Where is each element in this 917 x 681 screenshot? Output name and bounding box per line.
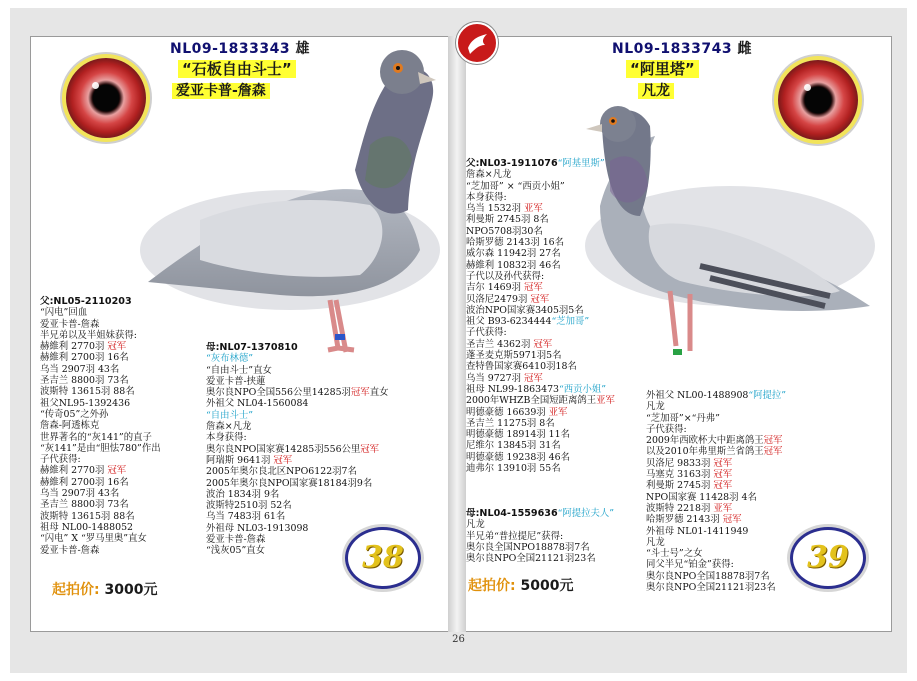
pedigree-line [466,508,614,519]
pedigree-line-part: 亚军 [523,203,543,215]
pedigree-line-part: 明德豪德 16639羽 [466,406,549,418]
pedigree-line: 爱亚卡普-詹森 [40,544,100,556]
pedigree-line: “自由斗士” [206,409,254,421]
pedigree-line: 半兄弟以及半姐妹获得: [40,329,137,341]
pedigree-line: 乌当 7483羽 61名 [206,511,286,523]
pedigree-line: 外祖母 NL01-1411949 [646,525,749,537]
pedigree-line [646,435,786,446]
left-owner-text: 爱亚卡普-詹森 [172,83,270,99]
pedigree-line [646,446,786,457]
pedigree-line: “斗士号”之女 [646,548,703,560]
pedigree-line: 2005年奥尔良NPO国家赛18184羽9名 [206,477,373,489]
pedigree-line-part: 冠军 [530,293,550,305]
pedigree-line-part: 冠军 [523,282,543,294]
pedigree-line-part: 吉尔 1469羽 [466,282,524,294]
right-price-value: 5000元 [520,578,574,594]
pedigree-line: 乌当 2907羽 43名 [40,363,120,375]
pedigree-line-part: 冠军 [107,341,127,353]
left-page-number: 38 [348,530,418,586]
pedigree-line-part: 冠军 [722,514,742,526]
pedigree-line: 詹森×凡龙 [206,421,252,433]
pedigree-line: 波斯特2510羽 52名 [206,500,292,512]
pedigree-line-part: 利曼斯 2745羽 [646,480,714,492]
pedigree-line: 赫維利 10832羽 46名 [466,259,561,271]
left-ring-number: NL09-1833343 [170,41,291,57]
right-ring-number: NL09-1833743 [612,41,733,57]
pedigree-line [466,384,615,395]
pedigree-line-part: 赫維利 2770羽 [40,341,108,353]
pedigree-line-part: 外祖父 NL00-1488908 [646,390,749,401]
pedigree-line: 祖母 NL00-1488052 [40,521,134,533]
pedigree-line [206,455,388,466]
pedigree-line-part: “芝加哥” [551,316,590,328]
pedigree-line: 圣吉兰 8800羽 73名 [40,375,129,387]
pedigree-line-part: 亚军 [548,406,568,418]
pedigree-line: 本身获得: [466,191,507,203]
pedigree-line: 本身获得: [206,432,247,444]
right-sire-pedigree [466,158,615,474]
pedigree-line [206,444,388,455]
pedigree-line: 世界著名的“灰141”的直子 [40,431,152,443]
folio-number: 26 [452,634,465,645]
left-dam-pedigree [206,342,388,557]
pedigree-line-part: 冠军 [523,372,543,384]
pedigree-line [646,458,786,469]
pedigree-line [40,341,161,352]
left-price-value: 3000元 [104,582,158,598]
pedigree-line-part: “阿提拉夫人” [557,508,615,519]
pedigree-line: 奥尔良NPO全国21121羽23名 [466,553,596,565]
pedigree-line-part: 冠军 [350,387,370,399]
pedigree-line-part: 奥尔良NPO国家赛14285羽556公里 [206,443,361,455]
pedigree-line-part: 冠军 [713,457,733,469]
pedigree-line: 迪弗尔 13910羽 55名 [466,463,561,475]
pedigree-line: “浅灰05”直女 [206,545,266,557]
left-sire-pedigree [40,296,161,556]
pedigree-line [646,503,786,514]
pedigree-line-part: 圣吉兰 4362羽 [466,338,534,350]
pedigree-line: 威尔森 11942羽 27名 [466,248,561,260]
pedigree-line-part: 祖父 B93-6234444 [466,316,552,328]
pedigree-line: 波治 1834羽 9名 [206,488,280,500]
pedigree-line: 赫維利 2700羽 16名 [40,476,129,488]
pedigree-line-part: 阿瑞斯 9641羽 [206,454,274,466]
pedigree-line-part: 冠军 [763,446,783,458]
pedigree-line [646,514,786,525]
pedigree-line: 利曼斯 2745羽 8名 [466,214,549,226]
pedigree-line-part: 亚军 [713,502,733,514]
pedigree-line: “芝加哥”×“丹弗” [646,412,720,424]
pedigree-line: 爱亚卡普-挟蓮 [206,375,266,387]
pedigree-line: 波治NPO国家赛3405羽5名 [466,304,584,316]
pedigree-line: 母:NL07-1370810 [206,342,298,353]
pedigree-line [646,469,786,480]
pedigree-line [466,373,615,384]
pedigree-line: 半兄弟“普拉提尼”获得: [466,530,564,542]
pedigree-line: 明德豪德 18914羽 11名 [466,429,570,441]
pedigree-line-part: 赫維利 2770羽 [40,465,108,477]
pedigree-line: 奥尔良NPO全国18878羽7名 [646,570,770,582]
pedigree-line: 查特鲁国家赛6410羽18名 [466,361,577,373]
book-spine [448,36,466,632]
pedigree-line-part: 母:NL04-1559636 [466,508,558,519]
pedigree-line: 外祖父 NL04-1560084 [206,398,309,410]
pedigree-line: 凡龙 [646,536,665,548]
pedigree-line [466,316,615,327]
pedigree-line: 父:NL05-2110203 [40,296,132,307]
pedigree-line: “灰141”是由“胆怯780”作出 [40,442,161,454]
pedigree-line-part: “西贡小姐” [559,383,607,395]
right-price [468,575,573,595]
pedigree-line [466,294,615,305]
pedigree-line: 子代获得: [40,454,81,466]
pedigree-line [466,339,615,350]
pedigree-line-part: 冠军 [713,480,733,492]
pedigree-line: 尼维尔 13845羽 31名 [466,440,561,452]
pedigree-line: 明德豪德 19238羽 46名 [466,451,570,463]
pedigree-line [40,465,161,476]
pedigree-line: 詹森-阿透栋克 [40,420,100,432]
pedigree-line: 哈斯罗德 2143羽 16名 [466,237,564,249]
pedigree-line-part: 乌当 1532羽 [466,203,524,215]
pedigree-line: 圣吉兰 8800羽 73名 [40,499,129,511]
pedigree-line: “闪电” X “罗马里奥”直女 [40,533,147,545]
pedigree-line [466,282,615,293]
pedigree-line: 奥尔良全国NPO18878羽7名 [466,541,590,553]
pedigree-line: 子代获得: [466,327,507,339]
pedigree-line [466,407,615,418]
right-price-label: 起拍价: [468,578,516,594]
pedigree-line-part: 冠军 [713,469,733,481]
pedigree-line: 波斯特 13615羽 88名 [40,386,135,398]
pedigree-line-part: 直女 [369,387,389,399]
pedigree-line-part: 马塞克 3163羽 [646,469,714,481]
right-nickname-text: “阿里塔” [626,60,699,78]
pedigree-line-part: 冠军 [107,465,127,477]
pedigree-line: 外祖母 NL03-1913098 [206,522,309,534]
pedigree-line: “灰布林德” [206,353,254,365]
pedigree-line-part: 冠军 [273,454,293,466]
pedigree-line: 奥尔良NPO全国21121羽23名 [646,582,776,594]
pedigree-line: NPO5708羽30名 [466,225,543,237]
pedigree-line: “传奇05”之外孙 [40,408,109,420]
pedigree-line-part: “阿提拉” [748,390,787,401]
right-ring-title [612,38,752,58]
pedigree-line [466,158,615,169]
pedigree-line-part: 冠军 [763,435,783,447]
pedigree-line-part: 祖母 NL99-1863473 [466,383,560,395]
left-sex: 雄 [295,41,310,57]
pedigree-line [466,395,615,406]
right-dam-extended-pedigree [646,390,786,593]
pedigree-line [646,492,786,503]
pedigree-line: 凡龙 [646,401,665,413]
pedigree-line [646,480,786,491]
pedigree-line-part: 2009年西欧杯大中距离鸽王 [646,435,764,447]
pedigree-line-part: “阿基里斯” [557,158,605,169]
pedigree-line: 赫維利 2700羽 16名 [40,352,129,364]
pedigree-line-part: 贝洛尼2479羽 [466,293,531,305]
pedigree-line-part: 贝洛尼 9833羽 [646,457,714,469]
right-sex: 雌 [737,41,752,57]
pedigree-line-part: 哈斯罗德 2143羽 [646,514,723,526]
left-eye-photo [66,58,146,138]
left-price [52,579,157,599]
pedigree-line-part: 乌当 9727羽 [466,372,524,384]
pedigree-line: 同父半兄“铂金”获得: [646,559,734,571]
pedigree-line-part: 父:NL03-1911076 [466,158,558,169]
left-price-label: 起拍价: [52,582,100,598]
pedigree-line: 凡龙 [466,519,485,531]
dove-logo-icon [456,22,498,64]
pedigree-line-part: 4名 [741,491,757,503]
pedigree-line-part: 亚军 [596,395,615,407]
right-pigeon-photo [580,96,880,390]
right-nickname [626,58,699,79]
pedigree-line: 子代以及孙代获得: [466,270,545,282]
pedigree-line [466,203,615,214]
right-dam-pedigree [466,508,614,564]
pedigree-line-part: 以及2010年弗里斯兰省鸽王 [646,446,764,458]
pedigree-line: 詹森×凡龙 [466,169,512,181]
pedigree-line: “芝加哥” × “西贡小姐” [466,180,565,192]
pedigree-line: 爱亚卡普-詹森 [206,534,266,546]
pedigree-line: 祖父NL95-1392436 [40,397,131,409]
pedigree-line: 圣吉兰 11275羽 8名 [466,417,555,429]
pedigree-line: 子代获得: [646,423,687,435]
pedigree-line-part: 冠军 [533,338,553,350]
left-pigeon-photo [140,50,450,384]
pedigree-line-part: 冠军 [360,443,380,455]
right-page-number: 39 [793,530,863,586]
pedigree-line: 蓬圣麦克斯5971羽5名 [466,350,562,362]
pedigree-line [646,390,786,401]
pedigree-line: 爱亚卡普-詹森 [40,318,100,330]
pedigree-line-part: NPO国家赛 11428羽 [646,491,742,503]
pedigree-line: “自由斗士”直女 [206,364,272,376]
right-owner-text: 凡龙 [638,83,674,99]
pedigree-line-part: 2000年WHZB全国短距离鸽王 [466,395,597,407]
pedigree-line-part: 奥尔良NPO全国556公里14285羽 [206,387,351,399]
pedigree-line: 波斯特 13615羽 88名 [40,510,135,522]
left-nickname-text: “石板自由斗士” [178,60,296,78]
pedigree-line: 2005年奥尔良北区NPO6122羽7名 [206,466,357,478]
pedigree-line-part: 波斯特 2218羽 [646,502,714,514]
pedigree-line: “闪电”回血 [40,307,88,319]
pedigree-line: 乌当 2907羽 43名 [40,488,120,500]
pedigree-line [206,387,388,398]
